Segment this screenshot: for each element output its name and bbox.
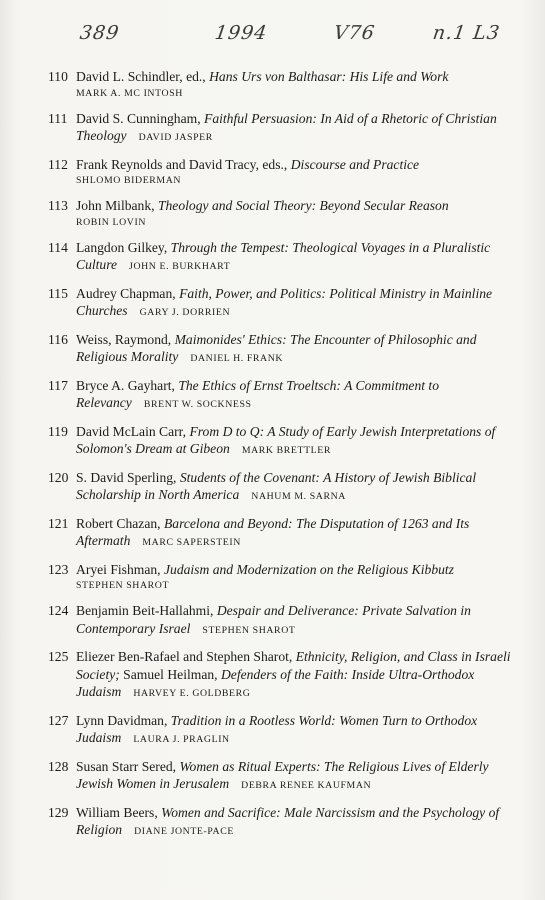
entry-book-title: Faithful Persuasion: In Aid of a Rhetoric of Christian Theology — [76, 110, 497, 143]
entry-reviewer: DEBRA RENEE KAUFMAN — [241, 780, 372, 791]
review-entry — [48, 804, 518, 841]
entry-page-number: 116 — [48, 331, 68, 347]
entry-citation — [76, 68, 518, 101]
handwritten-note: 389 — [78, 22, 121, 44]
entry-author: S. David Sperling, — [76, 469, 180, 485]
entry-author: Audrey Chapman, — [76, 285, 180, 301]
handwritten-call-number — [0, 18, 545, 52]
review-entry — [48, 285, 518, 322]
entry-citation — [76, 712, 518, 749]
entry-reviewer: MARK BRETTLER — [241, 445, 331, 456]
entry-reviewer: DIANE JONTE-PACE — [134, 826, 234, 837]
entry-book-title: Students of the Covenant: A History of Jewish Biblical Scholarship in North America — [76, 469, 477, 502]
entry-author: Frank Reynolds and David Tracy, eds., — [76, 156, 291, 172]
entry-page-number: 113 — [48, 198, 68, 213]
entry-reviewer: JOHN E. BURKHART — [129, 261, 231, 272]
review-entry — [48, 197, 518, 230]
entry-reviewer: DAVID JASPER — [138, 132, 213, 143]
entry-author: Benjamin Beit-Hallahmi, — [76, 603, 217, 618]
entry-citation — [76, 377, 518, 414]
entry-citation — [76, 197, 518, 230]
entry-citation — [76, 469, 518, 506]
entry-page-number: 119 — [48, 423, 68, 439]
entry-citation — [76, 602, 518, 639]
entry-citation — [76, 648, 518, 703]
entry-reviewer: STEPHEN SHAROT — [202, 624, 296, 636]
entry-author: William Beers, — [76, 804, 162, 820]
entry-page-number: 129 — [48, 804, 69, 820]
review-entry — [48, 68, 518, 101]
review-entry — [48, 602, 518, 639]
entry-reviewer: NAHUM M. SARNA — [251, 491, 346, 502]
review-entry — [48, 515, 518, 552]
entry-citation — [76, 758, 518, 795]
entry-citation — [76, 331, 518, 368]
review-entry — [48, 239, 518, 276]
entry-reviewer: DANIEL H. FRANK — [190, 353, 284, 364]
entry-citation — [76, 804, 518, 841]
entry-page-number: 123 — [48, 561, 69, 577]
entry-citation — [76, 423, 518, 460]
review-entry — [48, 648, 518, 703]
review-entry — [48, 758, 518, 795]
entry-author: David L. Schindler, ed., — [76, 69, 210, 84]
review-entry — [48, 712, 518, 749]
entry-book-title: From D to Q: A Study of Early Jewish Interpretations of Solomon's Dream at Gibeon — [76, 423, 496, 456]
entry-page-number: 111 — [48, 110, 68, 126]
entry-page-number: 114 — [48, 239, 68, 255]
entry-book-title: Ethnicity, Religion, and Class in Israeli Society; — [76, 649, 511, 682]
entry-book-title: Maimonides' Ethics: The Encounter of Philosophic and Religious Morality — [76, 331, 477, 364]
entry-page-number: 112 — [48, 156, 68, 172]
entry-page-number: 110 — [48, 69, 68, 84]
entry-citation — [76, 156, 518, 189]
entry-author: Langdon Gilkey, — [76, 239, 171, 255]
entry-page-number: 125 — [48, 649, 69, 664]
entry-book-title: Barcelona and Beyond: The Disputation of 1263 and Its Aftermath — [76, 515, 470, 548]
review-entry — [48, 561, 518, 594]
entry-book-title: Faith, Power, and Politics: Political Ministry in Mainline Churches — [76, 285, 493, 318]
entry-page-number: 117 — [48, 377, 68, 393]
entry-reviewer: LAURA J. PRAGLIN — [133, 734, 230, 745]
handwritten-note: V76 — [332, 22, 377, 44]
entry-reviewer: BRENT W. SOCKNESS — [143, 399, 252, 410]
entry-citation — [76, 515, 518, 552]
entry-author: Samuel Heilman, — [119, 666, 221, 682]
entry-book-title: Through the Tempest: Theological Voyages in a Pluralistic Culture — [76, 239, 491, 272]
entry-author: Eliezer Ben-Rafael and Stephen Sharot, — [76, 649, 296, 664]
entry-book-title: Hans Urs von Balthasar: His Life and Work — [209, 69, 449, 84]
entry-book-title: Women as Ritual Experts: The Religious Lives of Elderly Jewish Women in Jerusalem — [76, 758, 489, 791]
review-entry — [48, 110, 518, 147]
review-entry — [48, 377, 518, 414]
entry-book-title: The Ethics of Ernst Troeltsch: A Commitment to Relevancy — [76, 377, 439, 410]
entry-page-number: 127 — [48, 712, 69, 728]
entry-author: Bryce A. Gayhart, — [76, 377, 179, 393]
entry-citation — [76, 239, 518, 276]
entry-author: Robert Chazan, — [76, 515, 164, 531]
entry-reviewer: ROBIN LOVIN — [76, 216, 147, 228]
entry-book-title: Discourse and Practice — [290, 156, 420, 172]
entry-book-title: Tradition in a Rootless World: Women Turn to Orthodox Judaism — [76, 712, 478, 745]
entry-page-number: 120 — [48, 469, 69, 485]
handwritten-note: 1994 — [213, 22, 269, 44]
entry-page-number: 124 — [48, 603, 69, 618]
entry-page-number: 121 — [48, 515, 69, 531]
review-list — [48, 68, 518, 850]
entry-reviewer: GARY J. DORRIEN — [139, 307, 231, 318]
entry-page-number: 128 — [48, 758, 69, 774]
entry-book-title: Judaism and Modernization on the Religious Kibbutz — [163, 561, 454, 577]
entry-book-title: Despair and Deliverance: Private Salvation in Contemporary Israel — [76, 603, 471, 636]
review-entry — [48, 423, 518, 460]
entry-book-title: Women and Sacrifice: Male Narcissism and the Psychology of Religion — [76, 804, 500, 837]
entry-reviewer: STEPHEN SHAROT — [76, 580, 170, 591]
entry-reviewer: SHLOMO BIDERMAN — [76, 175, 182, 186]
entry-author: David S. Cunningham, — [76, 110, 205, 126]
entry-page-number: 115 — [48, 285, 68, 301]
entry-reviewer: MARK A. MC INTOSH — [76, 87, 183, 99]
entry-author: Weiss, Raymond, — [76, 331, 175, 347]
entry-author: David McLain Carr, — [76, 423, 190, 439]
entry-reviewer: HARVEY E. GOLDBERG — [133, 688, 251, 699]
entry-author: Lynn Davidman, — [76, 712, 171, 728]
entry-citation — [76, 285, 518, 322]
entry-author: John Milbank, — [76, 198, 158, 213]
entry-book-title: Defenders of the Faith: Inside Ultra-Orthodox Judaism — [76, 666, 475, 699]
entry-author: Susan Starr Sered, — [76, 758, 180, 774]
entry-reviewer: MARC SAPERSTEIN — [142, 537, 241, 548]
entry-citation — [76, 561, 518, 594]
handwritten-note: n.1 L3 — [431, 22, 502, 44]
entry-citation — [76, 110, 518, 147]
review-entry — [48, 156, 518, 189]
review-entry — [48, 469, 518, 506]
review-entry — [48, 331, 518, 368]
entry-author: Aryei Fishman, — [76, 561, 164, 577]
entry-book-title: Theology and Social Theory: Beyond Secular Reason — [157, 198, 449, 213]
